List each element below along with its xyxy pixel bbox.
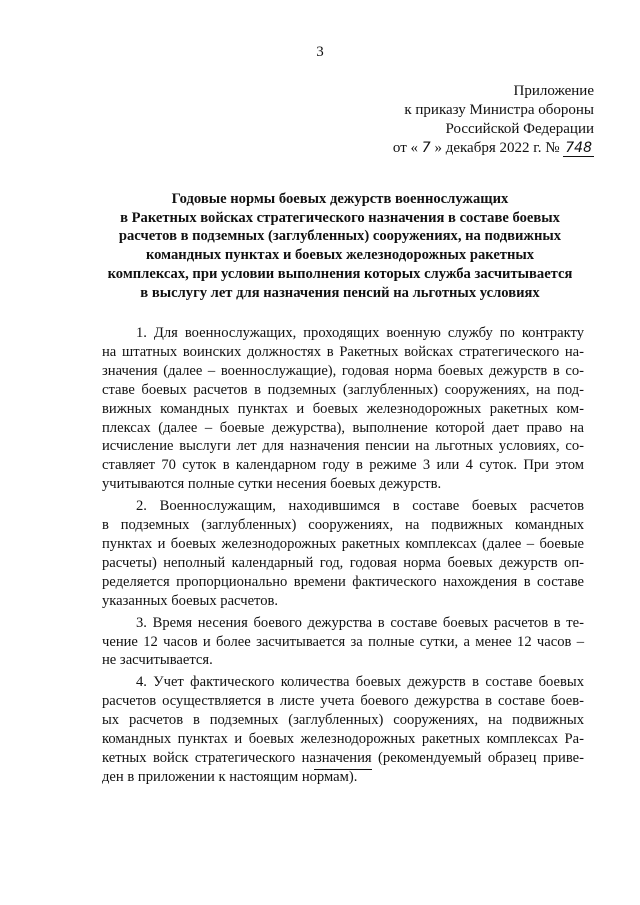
text-line: значения (далее – военнослужащие), годовая норма боевых дежурств в со- bbox=[102, 362, 584, 379]
text-line: ден в приложении к настоящим нормам). bbox=[102, 768, 358, 785]
handwritten-order-number: 748 bbox=[565, 140, 592, 156]
paragraph-3 bbox=[102, 614, 584, 671]
title-line: в выслугу лет для назначения пенсий на льготных условиях bbox=[140, 284, 540, 301]
title-line: расчетов в подземных (заглубленных) сооружениях, на подвижных bbox=[118, 228, 562, 245]
text-line: исчисление выслуги лет для назначения пенсии на льготных условиях, со- bbox=[102, 438, 584, 455]
text-line: кетных войск стратегического назначения (рекомендуемый образец приве- bbox=[102, 749, 584, 766]
appendix-order-ref: к приказу Министра обороны bbox=[404, 102, 594, 118]
page-number: 3 bbox=[316, 44, 324, 60]
document-title bbox=[96, 190, 584, 302]
appendix-country: Российской Федерации bbox=[445, 121, 594, 137]
text-line: ределяется пропорционально времени фактического нахождения в составе bbox=[102, 573, 584, 590]
appendix-label: Приложение bbox=[513, 83, 594, 99]
text-line: ставляет 70 суток в календарном году в режиме 3 или 4 суток. При этом bbox=[102, 457, 584, 474]
text-line: командных пунктах и боевых железнодорожных ракетных комплексах Ра- bbox=[102, 731, 584, 748]
title-line: комплексах, при условии выполнения которых служба засчитывается bbox=[107, 265, 573, 282]
end-separator-line bbox=[314, 769, 372, 770]
text-line: 3. Время несения боевого дежурства в составе боевых расчетов в те- bbox=[136, 614, 584, 631]
title-line: Годовые нормы боевых дежурств военнослужащих bbox=[171, 191, 509, 207]
handwritten-day: 7 bbox=[421, 140, 431, 156]
text-line: учитываются полные сутки несения боевых дежурств. bbox=[102, 476, 442, 493]
text-line: плексах (далее – боевые дежурства), выполнение которой дает право на bbox=[102, 419, 584, 436]
text-line: не засчитывается. bbox=[102, 652, 213, 669]
date-prefix: от « bbox=[392, 140, 419, 156]
paragraph-2 bbox=[102, 497, 584, 610]
appendix-date-line bbox=[340, 139, 594, 158]
text-line: пунктах и боевых железнодорожных ракетных комплексах (далее – боевые bbox=[102, 535, 584, 552]
text-line: в подземных (заглубленных) сооружениях, на подвижных командных bbox=[102, 517, 584, 534]
text-line: на штатных воинских должностях в Ракетных войсках стратегического на- bbox=[102, 343, 584, 360]
text-line: вижных командных пунктах и боевых железнодорожных ракетных ком- bbox=[102, 400, 584, 417]
date-middle: » декабря 2022 г. № bbox=[434, 140, 560, 156]
title-line: в Ракетных войсках стратегического назначения в составе боевых bbox=[120, 209, 560, 226]
document-body bbox=[102, 324, 584, 790]
text-line: ставе боевых расчетов в подземных (заглубленных) сооружениях, на под- bbox=[102, 381, 584, 398]
appendix-header bbox=[340, 82, 594, 158]
text-line: 2. Военнослужащим, находившимся в составе боевых расчетов bbox=[136, 498, 584, 515]
text-line: расчетов осуществляется в листе учета боевого дежурства в составе боев- bbox=[102, 693, 584, 710]
text-line: указанных боевых расчетов. bbox=[102, 592, 279, 609]
text-line: 1. Для военнослужащих, проходящих военную службу по контракту bbox=[136, 325, 584, 341]
title-line: командных пунктах и боевых железнодорожных ракетных bbox=[145, 247, 535, 264]
text-line: расчеты) неполный календарный год, годовая норма боевых дежурств оп- bbox=[102, 554, 584, 571]
text-line: ых расчетов в подземных (заглубленных) сооружениях, на подвижных bbox=[102, 712, 584, 729]
paragraph-1 bbox=[102, 324, 584, 494]
text-line: 4. Учет фактического количества боевых дежурств в составе боевых bbox=[136, 674, 584, 691]
text-line: чение 12 часов и более засчитывается за полные сутки, а менее 12 часов – bbox=[102, 633, 584, 650]
